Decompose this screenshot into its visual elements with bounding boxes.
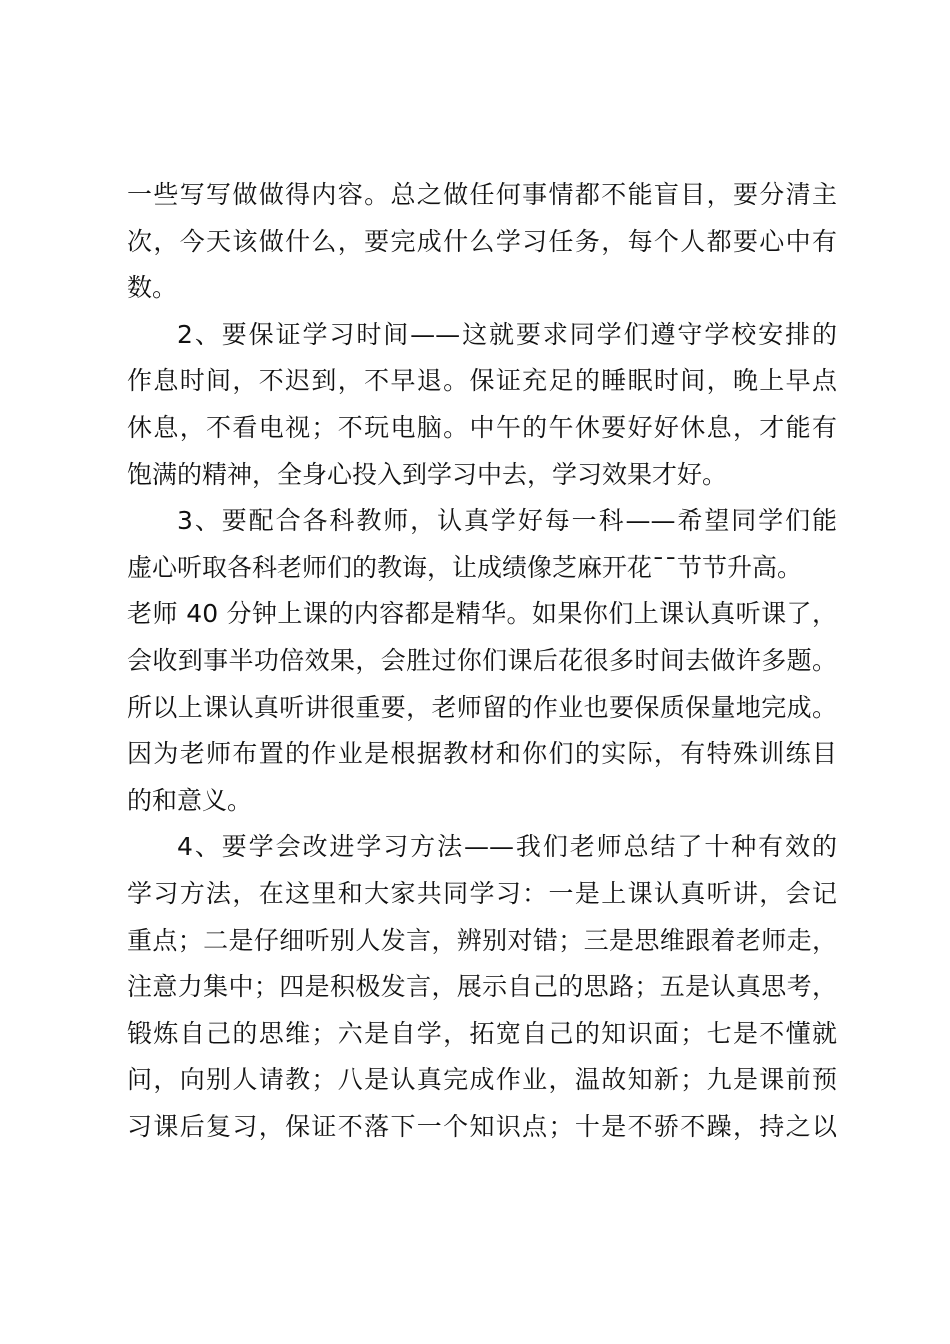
text-line: 休息，不看电视；不玩电脑。中午的午休要好好休息，才能有 bbox=[127, 412, 837, 442]
text-line: 问，向别人请教；八是认真完成作业，温故知新；九是课前预 bbox=[127, 1065, 837, 1095]
text-line: 因为老师布置的作业是根据教材和你们的实际，有特殊训练目 bbox=[127, 739, 837, 769]
text-line: 一些写写做做得内容。总之做任何事情都不能盲目，要分清主 bbox=[127, 180, 837, 209]
text-line: 饱满的精神，全身心投入到学习中去，学习效果才好。 bbox=[127, 459, 728, 489]
text-line: 锻炼自己的思维；六是自学，拓宽自己的知识面；七是不懂就 bbox=[127, 1018, 837, 1048]
text-line: 习课后复习，保证不落下一个知识点；十是不骄不躁，持之以 bbox=[127, 1111, 837, 1141]
text-line: 次，今天该做什么，要完成什么学习任务，每个人都要心中有 bbox=[127, 226, 837, 256]
text-line: 虚心听取各科老师们的教诲，让成绩像芝麻开花¯¯节节升高。 bbox=[127, 552, 803, 582]
text-line: 4、要学会改进学习方法——我们老师总结了十种有效的 bbox=[177, 832, 837, 862]
text-line: 2、要保证学习时间——这就要求同学们遵守学校安排的 bbox=[177, 319, 837, 349]
text-line: 所以上课认真听讲很重要，老师留的作业也要保质保量地完成。 bbox=[127, 692, 837, 722]
text-line: 会收到事半功倍效果，会胜过你们课后花很多时间去做许多题。 bbox=[127, 645, 837, 675]
text-line: 数。 bbox=[127, 273, 178, 303]
text-line: 3、要配合各科教师，认真学好每一科——希望同学们能 bbox=[177, 506, 837, 536]
text-line: 注意力集中；四是积极发言，展示自己的思路；五是认真思考， bbox=[127, 972, 837, 1002]
document-body bbox=[127, 172, 837, 1150]
text-line: 作息时间，不迟到，不早退。保证充足的睡眠时间，晚上早点 bbox=[127, 366, 837, 396]
text-line: 的和意义。 bbox=[127, 785, 253, 815]
text-line: 学习方法，在这里和大家共同学习：一是上课认真听讲，会记 bbox=[127, 878, 837, 908]
text-line: 重点；二是仔细听别人发言，辨别对错；三是思维跟着老师走， bbox=[127, 925, 837, 955]
text-line: 老师 40 分钟上课的内容都是精华。如果你们上课认真听课了， bbox=[127, 599, 837, 629]
